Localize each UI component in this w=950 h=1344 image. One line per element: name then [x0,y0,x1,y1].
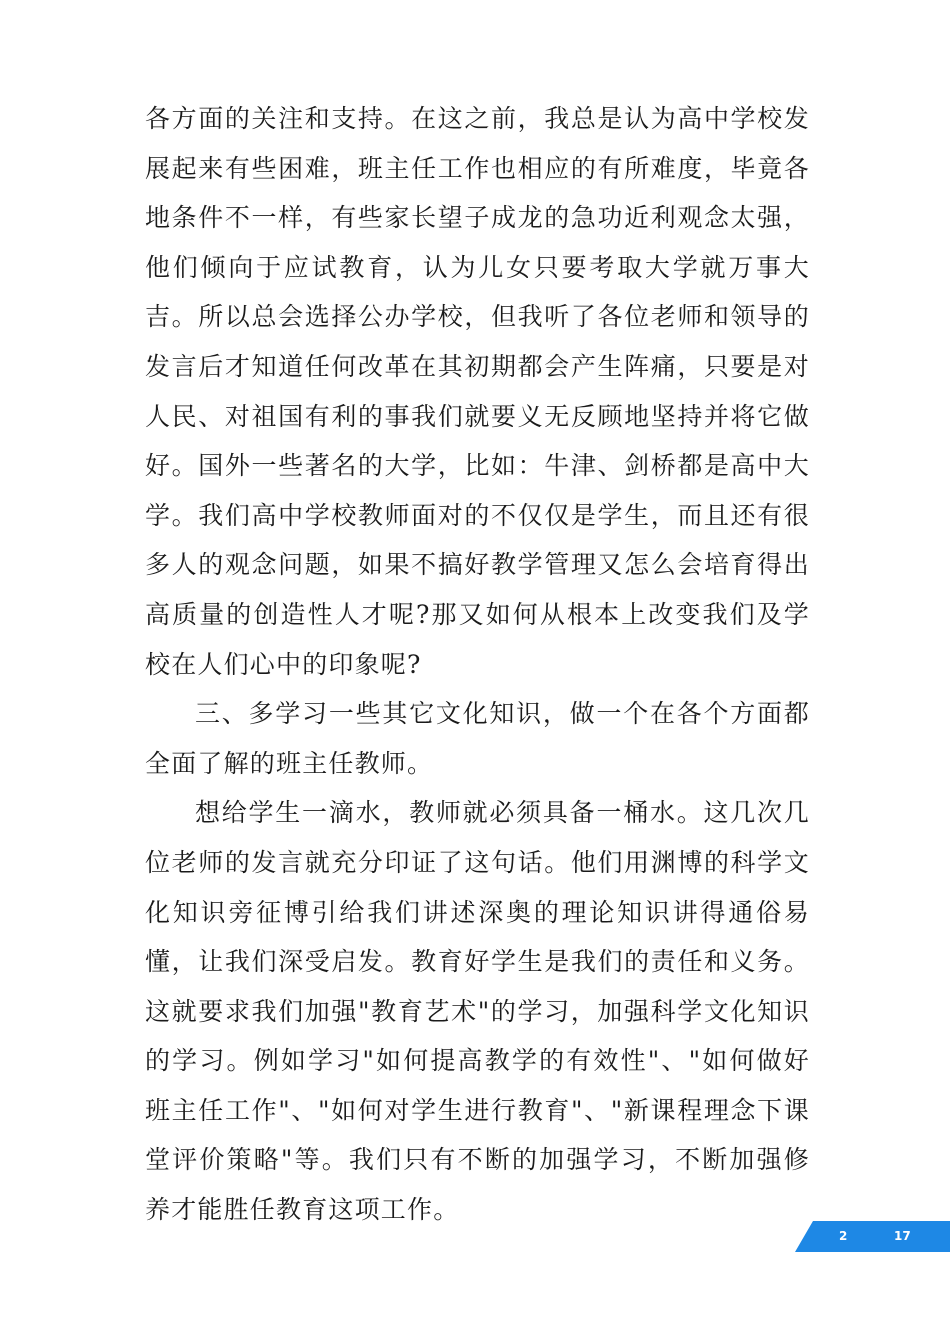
paragraph-3: 想给学生一滴水，教师就必须具备一桶水。这几次几位老师的发言就充分印证了这句话。他们用渊博的科学文化知识旁征博引给我们讲述深奥的理论知识讲得通俗易懂，让我们深受启发。教育好学生是我们的责任和义务。这就要求我们加强"教育艺术"的学习，加强科学文化知识的学习。例如学习"如何提高教学的有效性"、"如何做好班主任工作"、"如何对学生进行教育"、"新课程理念下课堂评价策略"等。我们只有不断的加强学习，不断加强修养才能胜任教育这项工作。 [145,798,810,1225]
total-pages: 17 [894,1229,911,1243]
current-page-number: 2 [839,1229,848,1243]
page-badge-shape [795,1221,950,1252]
page-number-badge [795,1221,950,1252]
paragraph-2-heading: 三、多学习一些其它文化知识，做一个在各个方面都全面了解的班主任教师。 [145,699,810,778]
page-badge-background [795,1221,950,1252]
document-body [145,94,810,1235]
paragraph-1: 各方面的关注和支持。在这之前，我总是认为高中学校发展起来有些困难，班主任工作也相应的有所难度，毕竟各地条件不一样，有些家长望子成龙的急功近利观念太强，他们倾向于应试教育，认为儿女只要考取大学就万事大吉。所以总会选择公办学校，但我听了各位老师和领导的发言后才知道任何改革在其初期都会产生阵痛，只要是对人民、对祖国有利的事我们就要义无反顾地坚持并将它做好。国外一些著名的大学，比如：牛津、剑桥都是高中大学。我们高中学校教师面对的不仅仅是学生，而且还有很多人的观念问题，如果不搞好教学管理又怎么会培育得出高质量的创造性人才呢?那又如何从根本上改变我们及学校在人们心中的印象呢? [145,104,810,679]
